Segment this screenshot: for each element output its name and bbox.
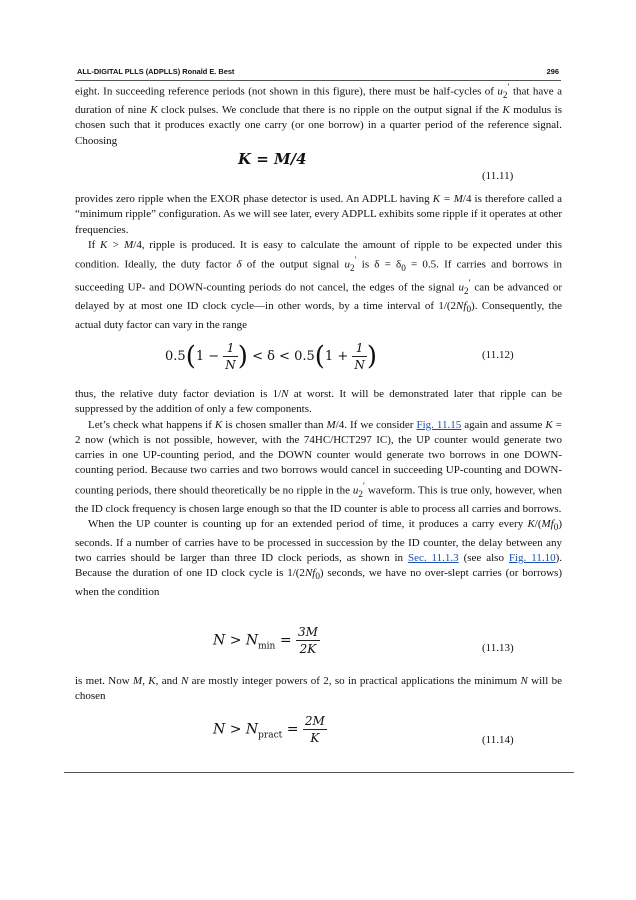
link-fig-11-15[interactable]: Fig. 11.15 [416,418,462,431]
paragraph-4-6: thus, the relative duty factor deviation is 1/N at worst. It will be demonstrated later that ripple can be suppressed by the addition of only a few components. Let’s check what happens if K is chosen smaller than M/4. If we consider Fig. 11.15 again and assume K = 2 now (which is not possible, however, with the 74HC/HCT297 IC), the UP counter would generate two carries in one UP-counting period, and the DOWN counter would generate two borrows in one DOWN-counting period. Because two carries and two borrows would cancel in succeeding UP-counting and DOWN-counting periods, there should theoretically be no ripple in the $u_2'$ waveform. This is true only, however, when the ID clock frequency is chosen large enough so that the ID counter is able to process all carries and borrows. When the UP counter is counting up for an extended period of time, it produces a carry every $K/(Mf_0)$ seconds. If a number of carries have to be processed in succession by the ID counter, the delay between any two carries should be larger than three ID clock periods, as shown in Sec. 11.1.3 (see also Fig. 11.10). Because the duration of one ID clock cycle is $1/(2Nf_0)$ seconds, we have no over-slept carries (or borrows) when the condition [75,388,562,598]
equation-11-13: $N > N_{min}$ = $\frac{3M}{2K}$ [213,625,318,656]
link-sec-11-1-3[interactable]: Sec. 11.1.3 [408,552,459,564]
paragraph-7: is met. Now M, K, and N are mostly integer powers of 2, so in practical applications the minimum N will be chosen [75,675,563,703]
equation-11-11: K = M/4 [238,150,307,168]
header-title: ALL-DIGITAL PLLS (ADPLLS) Ronald E. Best [77,67,235,76]
equation-number-11-12: (11.12) [482,349,514,361]
page-number: 296 [546,67,559,76]
paragraph-1: eight. In succeeding reference periods (not shown in this figure), there must be half-cycles of $u_2'$ that have a duration of nine K clock pulses. We conclude that there is no ripple on the output signal if the K modulus is chosen such that it produces exactly one carry (or one borrow) in a quarter period of the reference signal. Choosing [75,82,563,147]
equation-number-11-14: (11.14) [482,734,514,746]
equation-number-11-13: (11.13) [482,642,514,654]
equation-11-12: 0.5(1 − $\frac{1}{N}$ ) < δ < 0.5(1 + $\frac{1}{N}$ ) [165,341,378,372]
equation-11-14: $N > N_{pract}$ = $\frac{2M}{K}$ [213,714,325,745]
link-fig-11-10[interactable]: Fig. 11.10 [508,552,556,564]
running-header [75,64,561,81]
equation-number-11-11: (11.11) [482,170,514,182]
footer-rule [64,772,574,773]
paragraph-2-3: provides zero ripple when the EXOR phase detector is used. An ADPLL having K = M/4 is therefore called a “minimum ripple” configuration. As we will see later, every ADPLL exhibits some ripple if it operates at other frequencies. If K > M/4, ripple is produced. It is easy to calculate the amount of ripple to be expected under this condition. Ideally, the duty factor δ of the output signal $u_2'$ is $\delta = \delta_0 = 0.5$. If carries and borrows in succeeding UP- and DOWN-counting periods do not cancel, the edges of the signal $u_2'$ can be advanced or delayed by at most one ID clock cycle—in other words, by a time interval of $1/(2Nf_0)$. Consequently, the actual duty factor can vary in the range [75,193,563,331]
